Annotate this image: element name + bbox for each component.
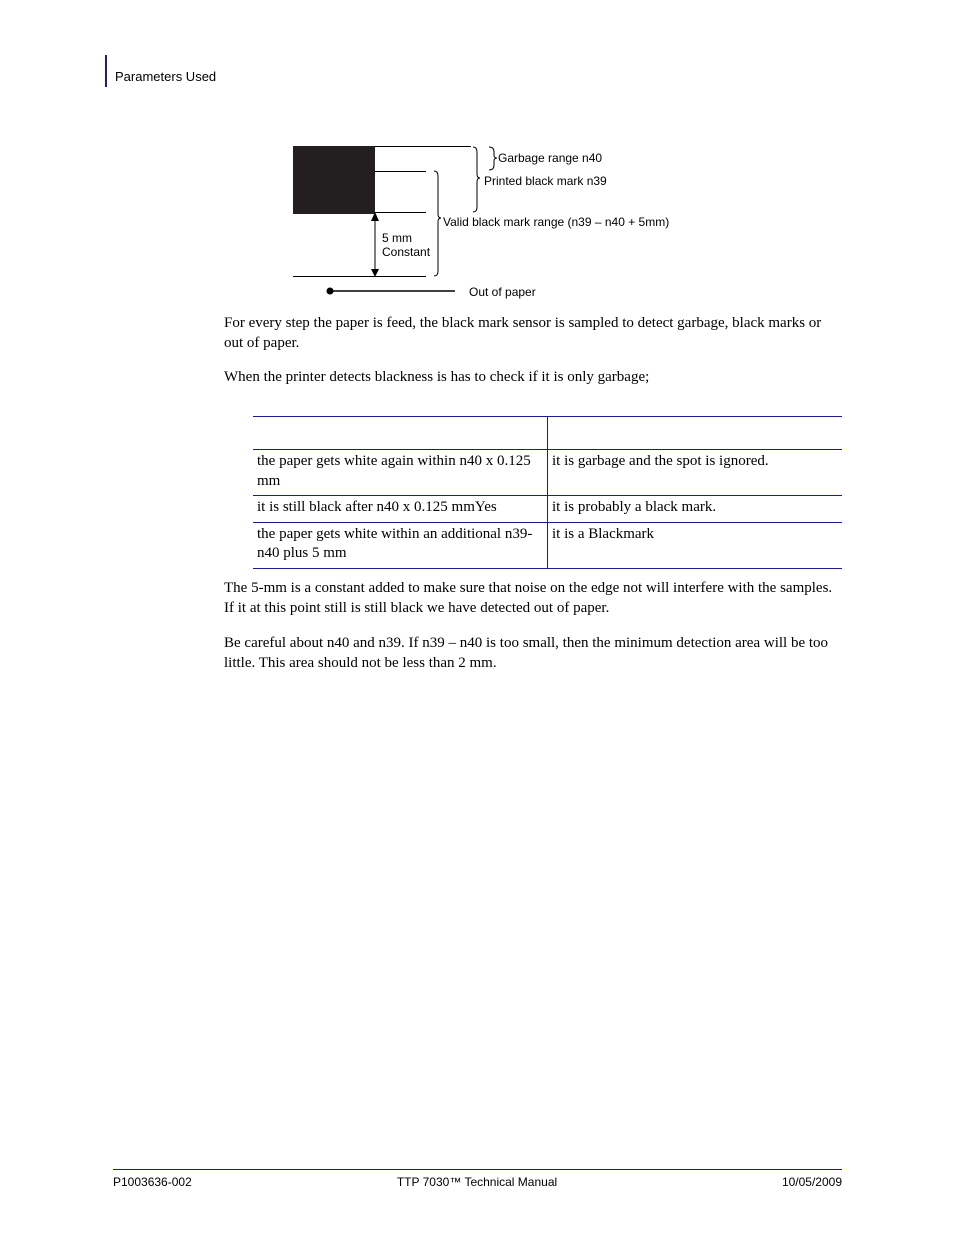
printed-mark-label: Printed black mark n39 — [484, 174, 607, 188]
paragraph-detect-blackness: When the printer detects blackness is has to check if it is only garbage; — [224, 369, 650, 385]
garbage-brace — [489, 147, 497, 170]
table-header-result — [548, 417, 843, 450]
table-header-condition — [253, 417, 548, 450]
table-row — [253, 496, 842, 523]
garbage-range-label: Garbage range n40 — [498, 151, 603, 165]
constant-arrow-head-down — [371, 269, 379, 277]
valid-brace — [434, 171, 441, 276]
garbage-detection-table — [253, 416, 842, 569]
table-header-row — [253, 417, 842, 450]
valid-range-label: Valid black mark range (n39 – n40 + 5mm) — [443, 215, 670, 229]
table-cell-condition: it is still black after n40 x 0.125 mmYes — [253, 496, 548, 523]
footer-doc-number: P1003636-002 — [113, 1175, 192, 1189]
footer-rule — [113, 1169, 842, 1170]
out-of-paper-label: Out of paper — [469, 285, 536, 299]
black-mark-diagram — [0, 0, 954, 320]
table-cell-condition: the paper gets white within an additional n39-n40 plus 5 mm — [253, 522, 548, 568]
constant-label-line1: 5 mm — [382, 231, 412, 245]
table-cell-result: it is a Blackmark — [548, 522, 843, 568]
table-cell-result: it is probably a black mark. — [548, 496, 843, 523]
paragraph-caution: Be careful about n40 and n39. If n39 – n40 is too small, then the minimum detection area will be too little. This area should not be less than 2 mm. — [224, 635, 829, 671]
printed-brace — [473, 147, 480, 212]
header-section-title: Parameters Used — [115, 69, 217, 84]
table-cell-result: it is garbage and the spot is ignored. — [548, 450, 843, 496]
paragraph-sampling: For every step the paper is feed, the black mark sensor is sampled to detect garbage, black marks or out of paper. — [224, 315, 822, 351]
table-row — [253, 522, 842, 568]
constant-label-line2: Constant — [382, 245, 431, 259]
printed-black-mark — [293, 146, 375, 214]
table-cell-condition: the paper gets white again within n40 x 0.125 mm — [253, 450, 548, 496]
footer-date: 10/05/2009 — [781, 1175, 842, 1189]
table-row — [253, 450, 842, 496]
paragraph-constant: The 5-mm is a constant added to make sure that noise on the edge not will interfere with the samples. If it at this point still is still black we have detected out of paper. — [224, 580, 833, 616]
footer-manual-title: TTP 7030™ Technical Manual — [396, 1175, 558, 1189]
